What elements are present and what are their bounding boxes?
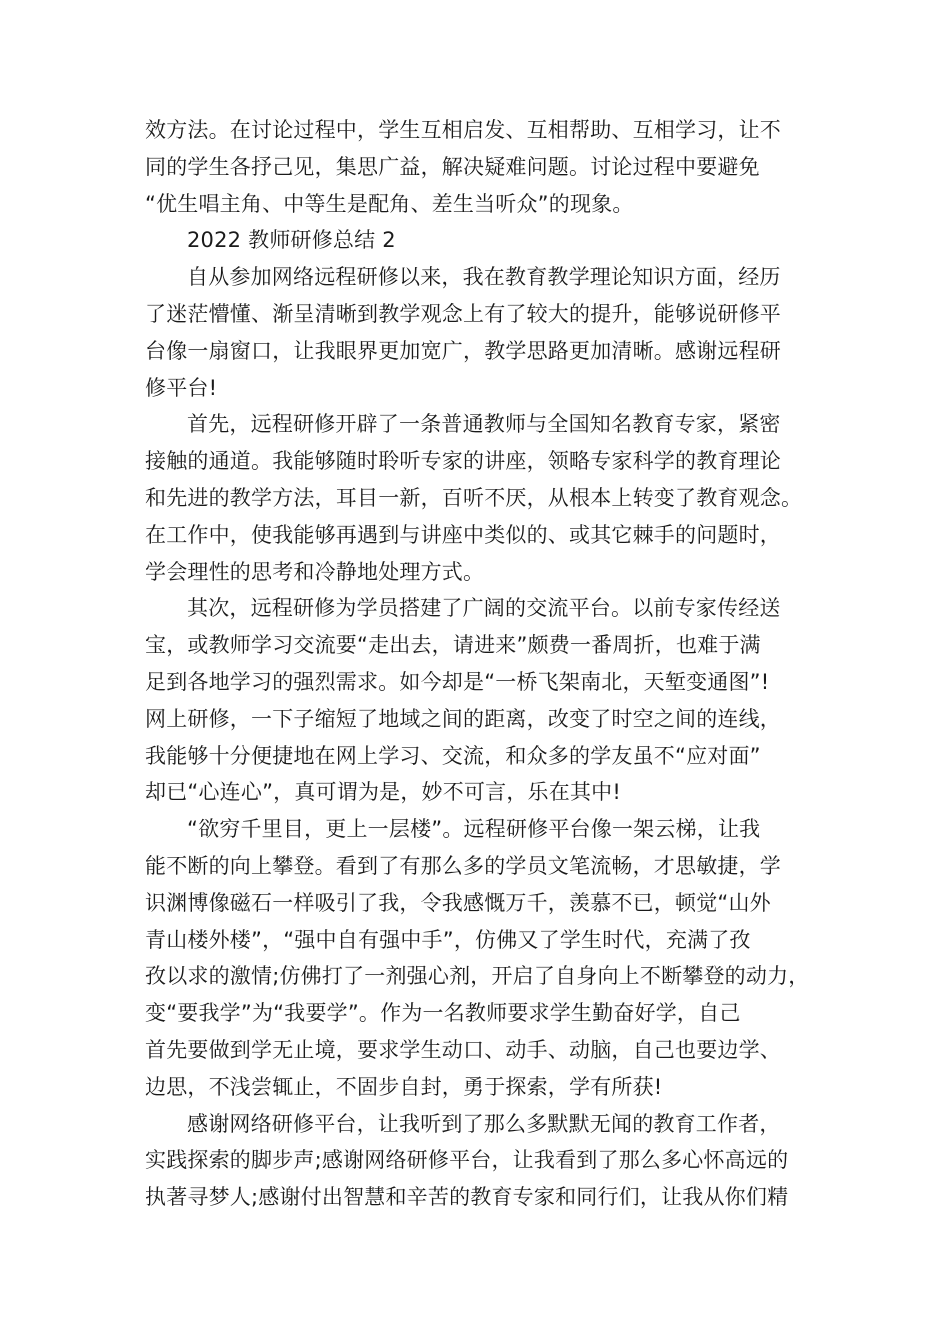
text-line: 学会理性的思考和冷静地处理方式。 xyxy=(145,559,485,584)
text-line: 识渊博像磁石一样吸引了我，令我感慨万千，羡慕不已，顿觉“山外 xyxy=(145,890,771,915)
text-line: 实践探索的脚步声;感谢网络研修平台，让我看到了那么多心怀高远的 xyxy=(145,1148,789,1173)
paragraph-5 xyxy=(145,1106,815,1216)
paragraph-1 xyxy=(145,259,815,406)
paragraph-4 xyxy=(145,811,815,1105)
text-line: 网上研修，一下子缩短了地域之间的距离，改变了时空之间的连线， xyxy=(145,706,781,731)
text-line: 效方法。在讨论过程中，学生互相启发、互相帮助、互相学习，让不 xyxy=(145,118,781,142)
text-line: 我能够十分便捷地在网上学习、交流，和众多的学友虽不“应对面” xyxy=(145,743,761,768)
paragraph-2 xyxy=(145,406,815,590)
text-line: 台像一扇窗口，让我眼界更加宽广，教学思路更加清晰。感谢远程研 xyxy=(145,338,781,363)
text-line: 修平台! xyxy=(145,375,218,400)
text-line: 边思，不浅尝辄止，不固步自封，勇于探索，学有所获! xyxy=(145,1074,663,1099)
text-line: 了迷茫懵懂、渐呈清晰到教学观念上有了较大的提升，能够说研修平 xyxy=(145,301,781,326)
text-line: 接触的通道。我能够随时聆听专家的讲座，领略专家科学的教育理论 xyxy=(145,449,781,474)
text-line: 首先，远程研修开辟了一条普通教师与全国知名教育专家，紧密 xyxy=(187,412,781,437)
text-line: 感谢网络研修平台，让我听到了那么多默默无闻的教育工作者， xyxy=(187,1111,781,1136)
document-body xyxy=(145,112,815,1216)
text-line: 却已“心连心”，真可谓为是，妙不可言，乐在其中! xyxy=(145,780,621,805)
text-line: 首先要做到学无止境，要求学生动口、动手、动脑，自己也要边学、 xyxy=(145,1037,781,1062)
heading-line: 2022 教师研修总结 2 xyxy=(187,228,396,253)
text-line: 和先进的教学方法，耳目一新，百听不厌，从根本上转变了教育观念。 xyxy=(145,485,803,510)
text-line: 孜以求的激情;仿佛打了一剂强心剂，开启了自身向上不断攀登的动力， xyxy=(145,964,810,989)
text-line: 足到各地学习的强烈需求。如今却是“一桥飞架南北，天堑变通图”! xyxy=(145,669,770,694)
text-line: 其次，远程研修为学员搭建了广阔的交流平台。以前专家传经送 xyxy=(187,596,781,621)
text-line: “欲穷千里目，更上一层楼”。远程研修平台像一架云梯，让我 xyxy=(187,817,761,842)
text-line: 同的学生各抒己见，集思广益，解决疑难问题。讨论过程中要避免 xyxy=(145,154,760,179)
text-line: 青山楼外楼”，“强中自有强中手”，仿佛又了学生时代，充满了孜 xyxy=(145,927,751,952)
paragraph-3 xyxy=(145,590,815,811)
paragraph-intro-tail xyxy=(145,112,815,222)
text-line: 变“要我学”为“我要学”。作为一名教师要求学生勤奋好学，自己 xyxy=(145,1001,741,1026)
text-line: 在工作中，使我能够再遇到与讲座中类似的、或其它棘手的问题时， xyxy=(145,522,781,547)
text-line: “优生唱主角、中等生是配角、差生当听众”的现象。 xyxy=(145,191,634,216)
text-line: 自从参加网络远程研修以来，我在教育教学理论知识方面，经历 xyxy=(187,265,781,290)
section-heading xyxy=(145,222,815,259)
text-line: 执著寻梦人;感谢付出智慧和辛苦的教育专家和同行们，让我从你们精 xyxy=(145,1185,789,1210)
text-line: 宝，或教师学习交流要“走出去，请进来”颇费一番周折，也难于满 xyxy=(145,633,761,658)
text-line: 能不断的向上攀登。看到了有那么多的学员文笔流畅，才思敏捷，学 xyxy=(145,853,781,878)
